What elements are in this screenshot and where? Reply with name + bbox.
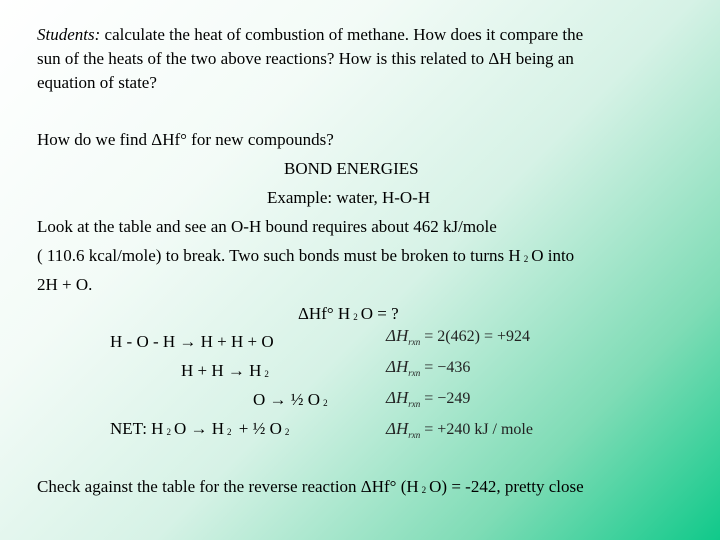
enthalpy-eq-2 <box>386 357 470 377</box>
subscript: 2 <box>264 369 269 379</box>
subscript: 2 <box>323 398 328 408</box>
prompt-text-1: calculate the heat of combustion of methane. How does it compare the <box>100 25 584 44</box>
enthalpy-eq-3 <box>386 388 470 408</box>
body-line-1: Look at the table and see an O-H bound requires about 462 kJ/mole <box>37 217 497 236</box>
students-prompt-line-2: sun of the heats of the two above reactions? How is this related to ΔH being an <box>37 49 574 68</box>
enthalpy-value-1: = 2(462) = +924 <box>424 328 530 345</box>
enthalpy-value-2: = −436 <box>424 359 471 376</box>
body-line-2-end: O into <box>531 246 575 265</box>
question-prefix: ΔHf° H <box>298 304 351 323</box>
reaction-1: H - O - H → H + H + O <box>110 332 274 351</box>
question-heading: How do we find ΔHf° for new compounds? <box>37 130 334 149</box>
enthalpy-eq-4 <box>386 419 533 439</box>
rxn-subscript: rxn <box>408 430 421 440</box>
enthalpy-value-4: = +240 kJ / mole <box>424 421 533 438</box>
delta-h: ΔH <box>386 326 409 345</box>
rxn-subscript: rxn <box>408 337 421 347</box>
net-text-a: NET: H <box>110 419 164 438</box>
students-prompt-line-3: equation of state? <box>37 73 157 92</box>
delta-h: ΔH <box>386 388 409 407</box>
students-label: Students: <box>37 25 101 44</box>
enthalpy-value-3: = −249 <box>424 390 471 407</box>
check-line <box>37 476 584 500</box>
rxn-subscript: rxn <box>408 368 421 378</box>
reaction-3-text: O → ½ O <box>253 390 321 409</box>
enthalpy-question <box>298 303 399 327</box>
students-prompt-line-1 <box>37 24 583 46</box>
subscript: 2 <box>166 427 171 437</box>
subscript: 2 <box>523 254 529 264</box>
body-line-2 <box>37 245 574 269</box>
delta-h: ΔH <box>386 357 409 376</box>
bond-energies-title: BOND ENERGIES <box>284 159 419 178</box>
reaction-2 <box>181 361 272 381</box>
net-reaction <box>110 419 292 439</box>
subscript: 2 <box>284 427 290 437</box>
body-line-3: 2H + O. <box>37 275 93 294</box>
delta-h: ΔH <box>386 419 409 438</box>
net-text-b: O → H <box>173 419 225 438</box>
subscript: 2 <box>227 427 232 437</box>
subscript: 2 <box>421 485 427 495</box>
enthalpy-eq-1 <box>386 326 530 346</box>
net-text-c: + ½ O <box>234 419 282 438</box>
body-line-2-text: ( 110.6 kcal/mole) to break. Two such bonds must be broken to turns H <box>37 246 521 265</box>
check-text-a: Check against the table for the reverse reaction ΔHf° (H <box>37 477 419 496</box>
example-line: Example: water, H-O-H <box>267 188 431 207</box>
reaction-3 <box>253 390 331 410</box>
check-text-b: O) = -242, pretty close <box>429 477 584 496</box>
rxn-subscript: rxn <box>408 399 421 409</box>
question-suffix: O = ? <box>360 304 399 323</box>
subscript: 2 <box>353 312 358 322</box>
reaction-2-text: H + H → H <box>181 361 262 380</box>
